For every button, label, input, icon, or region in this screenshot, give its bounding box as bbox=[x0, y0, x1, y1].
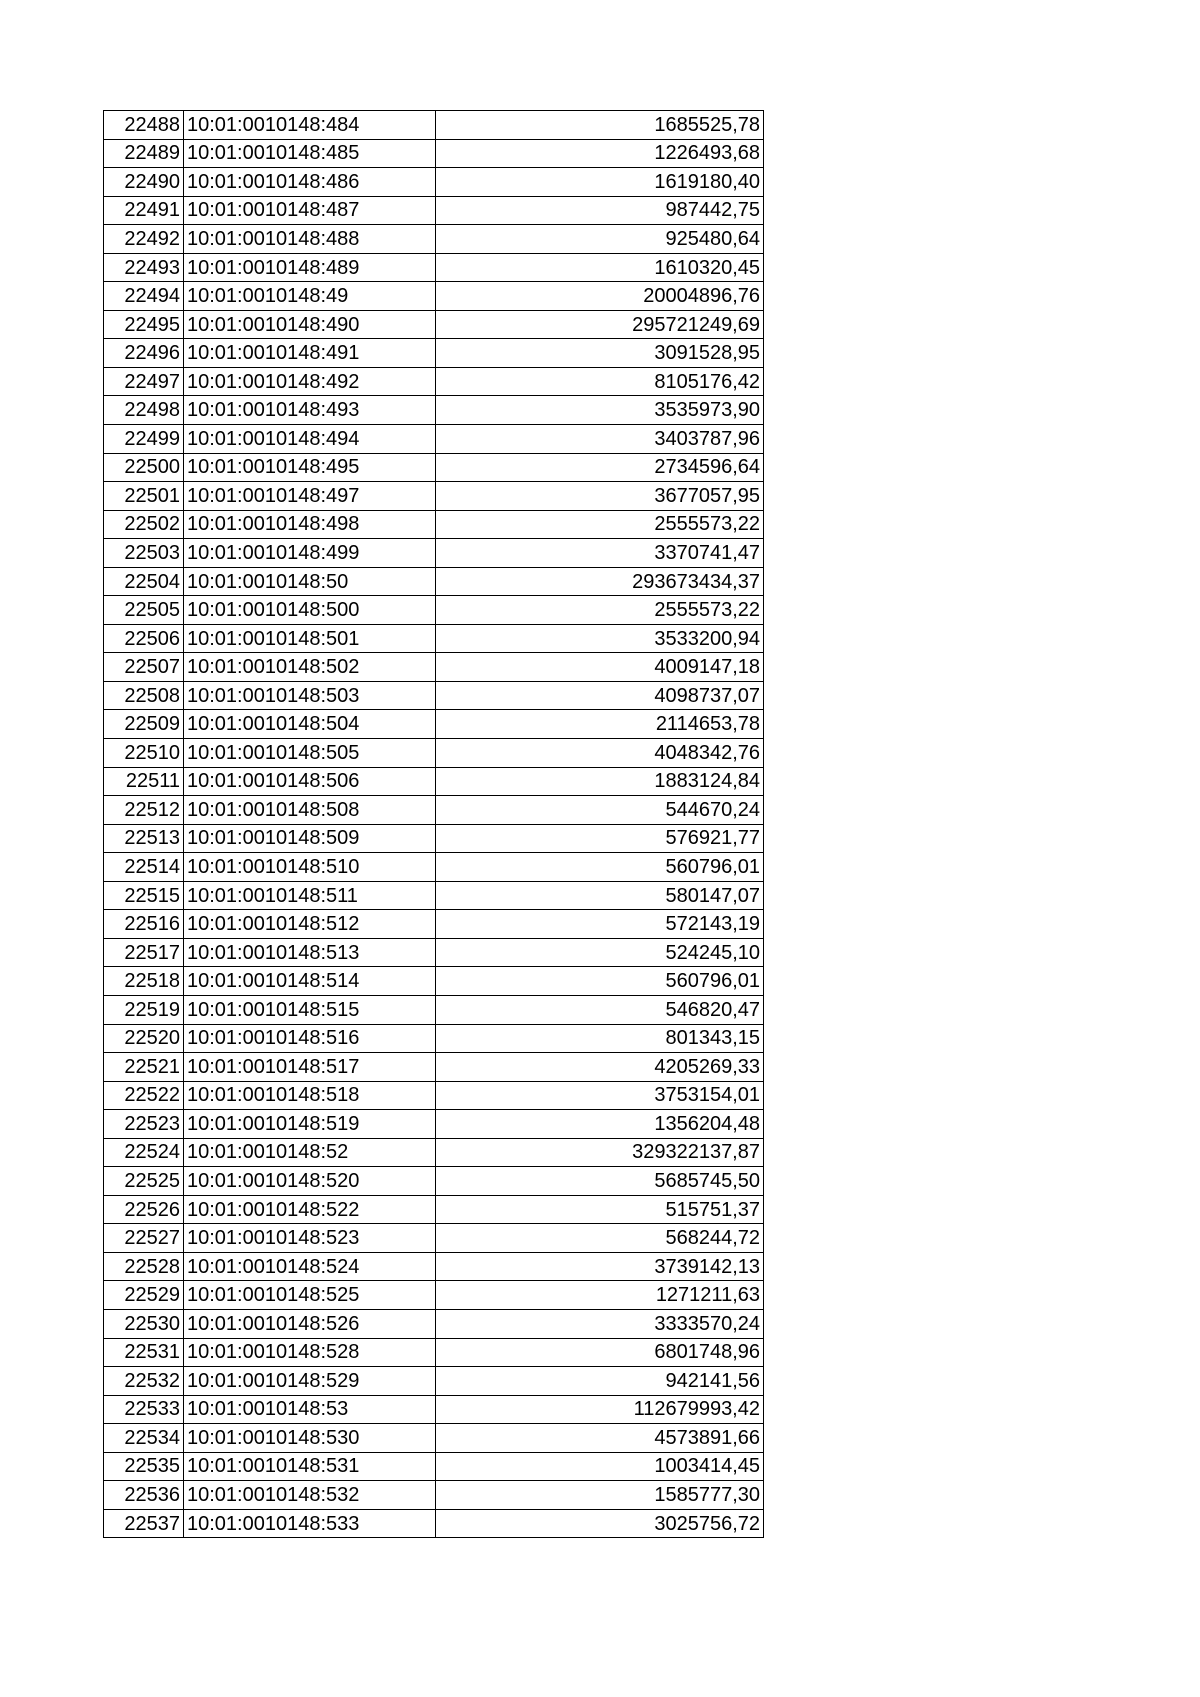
table-row bbox=[104, 1252, 764, 1281]
cadastral-number-cell: 10:01:0010148:516 bbox=[184, 1024, 436, 1053]
table-row bbox=[104, 139, 764, 168]
table-row bbox=[104, 339, 764, 368]
row-number-cell: 22528 bbox=[104, 1252, 184, 1281]
row-number-cell: 22514 bbox=[104, 853, 184, 882]
value-cell: 4205269,33 bbox=[436, 1053, 764, 1082]
value-cell: 1610320,45 bbox=[436, 253, 764, 282]
row-number-cell: 22527 bbox=[104, 1224, 184, 1253]
table-row bbox=[104, 938, 764, 967]
value-cell: 1271211,63 bbox=[436, 1281, 764, 1310]
row-number-cell: 22517 bbox=[104, 938, 184, 967]
cadastral-number-cell: 10:01:0010148:517 bbox=[184, 1053, 436, 1082]
table-row bbox=[104, 681, 764, 710]
cadastral-number-cell: 10:01:0010148:530 bbox=[184, 1424, 436, 1453]
value-cell: 560796,01 bbox=[436, 967, 764, 996]
cadastral-number-cell: 10:01:0010148:495 bbox=[184, 453, 436, 482]
row-number-cell: 22513 bbox=[104, 824, 184, 853]
row-number-cell: 22525 bbox=[104, 1167, 184, 1196]
value-cell: 987442,75 bbox=[436, 196, 764, 225]
value-cell: 524245,10 bbox=[436, 938, 764, 967]
table-row bbox=[104, 253, 764, 282]
value-cell: 801343,15 bbox=[436, 1024, 764, 1053]
row-number-cell: 22490 bbox=[104, 168, 184, 197]
cadastral-number-cell: 10:01:0010148:493 bbox=[184, 396, 436, 425]
row-number-cell: 22534 bbox=[104, 1424, 184, 1453]
value-cell: 3535973,90 bbox=[436, 396, 764, 425]
value-cell: 6801748,96 bbox=[436, 1338, 764, 1367]
value-cell: 3533200,94 bbox=[436, 624, 764, 653]
data-table bbox=[103, 110, 764, 1538]
table-row bbox=[104, 196, 764, 225]
cadastral-number-cell: 10:01:0010148:531 bbox=[184, 1452, 436, 1481]
table-row bbox=[104, 1367, 764, 1396]
row-number-cell: 22519 bbox=[104, 995, 184, 1024]
cadastral-number-cell: 10:01:0010148:525 bbox=[184, 1281, 436, 1310]
cadastral-number-cell: 10:01:0010148:484 bbox=[184, 111, 436, 140]
row-number-cell: 22496 bbox=[104, 339, 184, 368]
row-number-cell: 22497 bbox=[104, 367, 184, 396]
cadastral-number-cell: 10:01:0010148:520 bbox=[184, 1167, 436, 1196]
cadastral-number-cell: 10:01:0010148:514 bbox=[184, 967, 436, 996]
cadastral-number-cell: 10:01:0010148:494 bbox=[184, 425, 436, 454]
value-cell: 1356204,48 bbox=[436, 1110, 764, 1139]
row-number-cell: 22533 bbox=[104, 1395, 184, 1424]
table-row bbox=[104, 1224, 764, 1253]
row-number-cell: 22535 bbox=[104, 1452, 184, 1481]
table-row bbox=[104, 425, 764, 454]
row-number-cell: 22523 bbox=[104, 1110, 184, 1139]
row-number-cell: 22507 bbox=[104, 653, 184, 682]
table-row bbox=[104, 1424, 764, 1453]
cadastral-number-cell: 10:01:0010148:518 bbox=[184, 1081, 436, 1110]
cadastral-number-cell: 10:01:0010148:485 bbox=[184, 139, 436, 168]
cadastral-number-cell: 10:01:0010148:510 bbox=[184, 853, 436, 882]
row-number-cell: 22529 bbox=[104, 1281, 184, 1310]
value-cell: 112679993,42 bbox=[436, 1395, 764, 1424]
table-row bbox=[104, 796, 764, 825]
row-number-cell: 22515 bbox=[104, 881, 184, 910]
value-cell: 3403787,96 bbox=[436, 425, 764, 454]
table-row bbox=[104, 510, 764, 539]
value-cell: 3739142,13 bbox=[436, 1252, 764, 1281]
table-row bbox=[104, 739, 764, 768]
cadastral-number-cell: 10:01:0010148:491 bbox=[184, 339, 436, 368]
value-cell: 3370741,47 bbox=[436, 539, 764, 568]
row-number-cell: 22524 bbox=[104, 1138, 184, 1167]
table-row bbox=[104, 1167, 764, 1196]
value-cell: 1585777,30 bbox=[436, 1481, 764, 1510]
value-cell: 1883124,84 bbox=[436, 767, 764, 796]
table-row bbox=[104, 1024, 764, 1053]
row-number-cell: 22537 bbox=[104, 1509, 184, 1538]
table-row bbox=[104, 624, 764, 653]
table-row bbox=[104, 567, 764, 596]
value-cell: 2734596,64 bbox=[436, 453, 764, 482]
cadastral-number-cell: 10:01:0010148:522 bbox=[184, 1195, 436, 1224]
table-row bbox=[104, 967, 764, 996]
cadastral-number-cell: 10:01:0010148:503 bbox=[184, 681, 436, 710]
cadastral-number-cell: 10:01:0010148:519 bbox=[184, 1110, 436, 1139]
table-row bbox=[104, 824, 764, 853]
cadastral-number-cell: 10:01:0010148:512 bbox=[184, 910, 436, 939]
row-number-cell: 22512 bbox=[104, 796, 184, 825]
table-row bbox=[104, 225, 764, 254]
table-row bbox=[104, 1452, 764, 1481]
cadastral-number-cell: 10:01:0010148:498 bbox=[184, 510, 436, 539]
value-cell: 546820,47 bbox=[436, 995, 764, 1024]
table-row bbox=[104, 453, 764, 482]
cadastral-number-cell: 10:01:0010148:53 bbox=[184, 1395, 436, 1424]
table-row bbox=[104, 539, 764, 568]
row-number-cell: 22530 bbox=[104, 1309, 184, 1338]
cadastral-number-cell: 10:01:0010148:499 bbox=[184, 539, 436, 568]
table-row bbox=[104, 995, 764, 1024]
row-number-cell: 22508 bbox=[104, 681, 184, 710]
table-row bbox=[104, 767, 764, 796]
value-cell: 4048342,76 bbox=[436, 739, 764, 768]
value-cell: 576921,77 bbox=[436, 824, 764, 853]
row-number-cell: 22526 bbox=[104, 1195, 184, 1224]
cadastral-number-cell: 10:01:0010148:504 bbox=[184, 710, 436, 739]
value-cell: 3753154,01 bbox=[436, 1081, 764, 1110]
table-row bbox=[104, 710, 764, 739]
table-row bbox=[104, 396, 764, 425]
table-row bbox=[104, 1053, 764, 1082]
cadastral-number-cell: 10:01:0010148:511 bbox=[184, 881, 436, 910]
cadastral-number-cell: 10:01:0010148:497 bbox=[184, 482, 436, 511]
table-row bbox=[104, 1509, 764, 1538]
value-cell: 2555573,22 bbox=[436, 510, 764, 539]
row-number-cell: 22491 bbox=[104, 196, 184, 225]
table-row bbox=[104, 1309, 764, 1338]
cadastral-number-cell: 10:01:0010148:526 bbox=[184, 1309, 436, 1338]
value-cell: 3025756,72 bbox=[436, 1509, 764, 1538]
value-cell: 293673434,37 bbox=[436, 567, 764, 596]
row-number-cell: 22511 bbox=[104, 767, 184, 796]
row-number-cell: 22492 bbox=[104, 225, 184, 254]
table-row bbox=[104, 653, 764, 682]
table-row bbox=[104, 168, 764, 197]
cadastral-number-cell: 10:01:0010148:489 bbox=[184, 253, 436, 282]
cadastral-number-cell: 10:01:0010148:487 bbox=[184, 196, 436, 225]
value-cell: 3677057,95 bbox=[436, 482, 764, 511]
value-cell: 4573891,66 bbox=[436, 1424, 764, 1453]
cadastral-number-cell: 10:01:0010148:50 bbox=[184, 567, 436, 596]
row-number-cell: 22520 bbox=[104, 1024, 184, 1053]
row-number-cell: 22488 bbox=[104, 111, 184, 140]
cadastral-number-cell: 10:01:0010148:488 bbox=[184, 225, 436, 254]
table-row bbox=[104, 1281, 764, 1310]
row-number-cell: 22493 bbox=[104, 253, 184, 282]
table-row bbox=[104, 1138, 764, 1167]
value-cell: 942141,56 bbox=[436, 1367, 764, 1396]
table-row bbox=[104, 1195, 764, 1224]
value-cell: 1003414,45 bbox=[436, 1452, 764, 1481]
cadastral-number-cell: 10:01:0010148:49 bbox=[184, 282, 436, 311]
table-row bbox=[104, 1481, 764, 1510]
table-row bbox=[104, 310, 764, 339]
row-number-cell: 22495 bbox=[104, 310, 184, 339]
value-cell: 8105176,42 bbox=[436, 367, 764, 396]
value-cell: 580147,07 bbox=[436, 881, 764, 910]
value-cell: 2114653,78 bbox=[436, 710, 764, 739]
row-number-cell: 22489 bbox=[104, 139, 184, 168]
row-number-cell: 22506 bbox=[104, 624, 184, 653]
cadastral-number-cell: 10:01:0010148:500 bbox=[184, 596, 436, 625]
value-cell: 560796,01 bbox=[436, 853, 764, 882]
value-cell: 1619180,40 bbox=[436, 168, 764, 197]
row-number-cell: 22505 bbox=[104, 596, 184, 625]
value-cell: 4098737,07 bbox=[436, 681, 764, 710]
cadastral-number-cell: 10:01:0010148:509 bbox=[184, 824, 436, 853]
row-number-cell: 22532 bbox=[104, 1367, 184, 1396]
cadastral-number-cell: 10:01:0010148:501 bbox=[184, 624, 436, 653]
row-number-cell: 22500 bbox=[104, 453, 184, 482]
table-row bbox=[104, 282, 764, 311]
cadastral-number-cell: 10:01:0010148:506 bbox=[184, 767, 436, 796]
value-cell: 5685745,50 bbox=[436, 1167, 764, 1196]
table-row bbox=[104, 853, 764, 882]
cadastral-number-cell: 10:01:0010148:502 bbox=[184, 653, 436, 682]
cadastral-number-cell: 10:01:0010148:505 bbox=[184, 739, 436, 768]
cadastral-number-cell: 10:01:0010148:492 bbox=[184, 367, 436, 396]
value-cell: 3091528,95 bbox=[436, 339, 764, 368]
value-cell: 295721249,69 bbox=[436, 310, 764, 339]
value-cell: 515751,37 bbox=[436, 1195, 764, 1224]
cadastral-number-cell: 10:01:0010148:529 bbox=[184, 1367, 436, 1396]
row-number-cell: 22510 bbox=[104, 739, 184, 768]
cadastral-number-cell: 10:01:0010148:486 bbox=[184, 168, 436, 197]
row-number-cell: 22518 bbox=[104, 967, 184, 996]
row-number-cell: 22536 bbox=[104, 1481, 184, 1510]
cadastral-number-cell: 10:01:0010148:523 bbox=[184, 1224, 436, 1253]
table-row bbox=[104, 1338, 764, 1367]
table-row bbox=[104, 367, 764, 396]
row-number-cell: 22499 bbox=[104, 425, 184, 454]
value-cell: 3333570,24 bbox=[436, 1309, 764, 1338]
value-cell: 2555573,22 bbox=[436, 596, 764, 625]
value-cell: 544670,24 bbox=[436, 796, 764, 825]
row-number-cell: 22502 bbox=[104, 510, 184, 539]
value-cell: 1685525,78 bbox=[436, 111, 764, 140]
cadastral-number-cell: 10:01:0010148:513 bbox=[184, 938, 436, 967]
cadastral-number-cell: 10:01:0010148:52 bbox=[184, 1138, 436, 1167]
value-cell: 20004896,76 bbox=[436, 282, 764, 311]
value-cell: 568244,72 bbox=[436, 1224, 764, 1253]
cadastral-number-cell: 10:01:0010148:528 bbox=[184, 1338, 436, 1367]
row-number-cell: 22498 bbox=[104, 396, 184, 425]
row-number-cell: 22521 bbox=[104, 1053, 184, 1082]
value-cell: 329322137,87 bbox=[436, 1138, 764, 1167]
row-number-cell: 22531 bbox=[104, 1338, 184, 1367]
value-cell: 925480,64 bbox=[436, 225, 764, 254]
value-cell: 572143,19 bbox=[436, 910, 764, 939]
cadastral-number-cell: 10:01:0010148:490 bbox=[184, 310, 436, 339]
row-number-cell: 22504 bbox=[104, 567, 184, 596]
cadastral-number-cell: 10:01:0010148:515 bbox=[184, 995, 436, 1024]
table-row bbox=[104, 881, 764, 910]
row-number-cell: 22522 bbox=[104, 1081, 184, 1110]
table-row bbox=[104, 482, 764, 511]
table-row bbox=[104, 910, 764, 939]
cadastral-number-cell: 10:01:0010148:532 bbox=[184, 1481, 436, 1510]
value-cell: 4009147,18 bbox=[436, 653, 764, 682]
cadastral-number-cell: 10:01:0010148:533 bbox=[184, 1509, 436, 1538]
table-row bbox=[104, 111, 764, 140]
value-cell: 1226493,68 bbox=[436, 139, 764, 168]
table-row bbox=[104, 1395, 764, 1424]
row-number-cell: 22509 bbox=[104, 710, 184, 739]
row-number-cell: 22516 bbox=[104, 910, 184, 939]
row-number-cell: 22503 bbox=[104, 539, 184, 568]
row-number-cell: 22494 bbox=[104, 282, 184, 311]
table-row bbox=[104, 1110, 764, 1139]
table-row bbox=[104, 1081, 764, 1110]
cadastral-number-cell: 10:01:0010148:508 bbox=[184, 796, 436, 825]
row-number-cell: 22501 bbox=[104, 482, 184, 511]
table-body bbox=[104, 111, 764, 1538]
table-row bbox=[104, 596, 764, 625]
cadastral-number-cell: 10:01:0010148:524 bbox=[184, 1252, 436, 1281]
